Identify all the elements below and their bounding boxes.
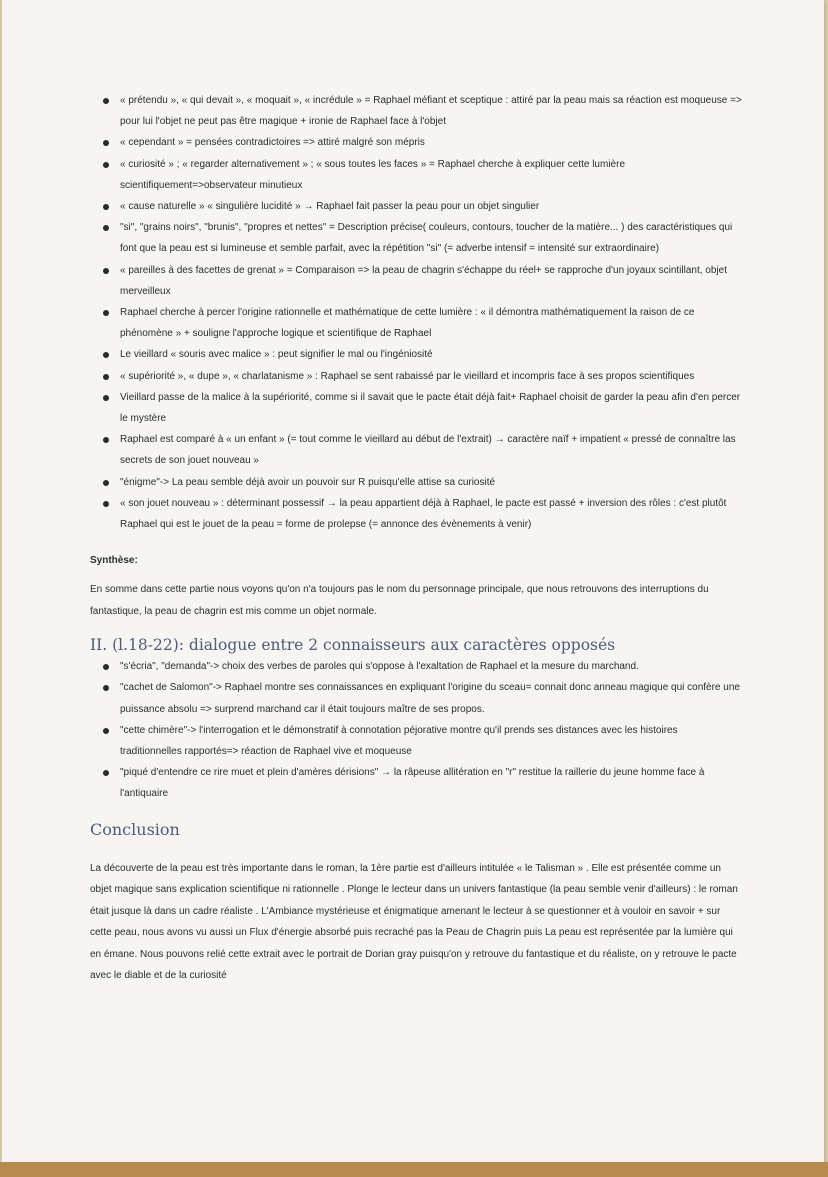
bullet-item: "cette chimère"-> l'interrogation et le démonstratif à connotation péjorative montre qu'il prends ses distances avec les histoires traditionnelles rapportés=> réaction de Raphael vive et moqueuse — [90, 720, 742, 762]
bullet-item: « son jouet nouveau » : déterminant possessif → la peau appartient déjà à Raphael, le pacte est passé + inversion des rôles : c'est plutôt Raphael qui est le jouet de la peau = forme de prolepse (= annonce des évènements à venir) — [90, 493, 742, 535]
bullet-item: « supériorité », « dupe », « charlatanisme » : Raphael se sent rabaissé par le vieillard et incompris face à ses propos scientifiques — [90, 366, 742, 387]
synthesis-title: Synthèse: — [90, 555, 138, 567]
bullet-item: « curiosité » ; « regarder alternativement » ; « sous toutes les faces » = Raphael cherche à expliquer cette lumière scientifiquement=>observateur minutieux — [90, 154, 742, 196]
bullet-item: Raphael est comparé à « un enfant » (= tout comme le vieillard au début de l'extrait) → caractère naïf + impatient « pressé de connaître las secrets de son jouet nouveau » — [90, 429, 742, 471]
bullet-item: « prétendu », « qui devait », « moquait », « incrédule » = Raphael méfiant et sceptique : attiré par la peau mais sa réaction est moqueuse => pour lui l'objet ne peut pas être magique + ironie de Raphael face à l'objet — [90, 90, 742, 132]
document-body — [90, 90, 742, 987]
conclusion-paragraph: La découverte de la peau est très importante dans le roman, la 1ère partie est d'ailleurs intitulée « le Talisman » . Elle est présentée comme un objet magique sans explication scientifique ni rationnelle . Plonge le lecteur dans un univers fantastique (la peau semble venir d'ailleurs) : le roman était jusque là dans un cadre réaliste . L'Ambiance mystérieuse et énigmatique amenant le lecteur à se questionner et à vouloir en savoir + sur cette peau, nous avons vu aussi un Flux d'énergie absorbé puis recraché pas la Peau de Chagrin puis La peau est représentée par la lumière qui en émane. Nous pouvons relié cette extrait avec le portrait de Dorian gray puisqu'on y retrouve du fantastique et du réaliste, on y retrouve le pacte avec le diable et de la curiosité — [90, 862, 738, 982]
analysis-bullet-list — [90, 90, 742, 535]
bullet-item: Vieillard passe de la malice à la supériorité, comme si il savait que le pacte était déjà fait+ Raphael choisit de garder la peau afin d'en percer le mystère — [90, 387, 742, 429]
table-surface — [0, 1162, 828, 1177]
bullet-item: "s'écria", "demanda"-> choix des verbes de paroles qui s'oppose à l'exaltation de Raphael et la mesure du marchand. — [90, 656, 742, 677]
bullet-item: Le vieillard « souris avec malice » : peut signifier le mal ou l'ingéniosité — [90, 344, 742, 365]
bullet-item: « cependant » = pensées contradictoires => attiré malgré son mépris — [90, 132, 742, 153]
section-two-heading: II. (l.18-22): dialogue entre 2 connaisseurs aux caractères opposés — [90, 636, 616, 655]
bullet-item: "cachet de Salomon"-> Raphael montre ses connaissances en expliquant l'origine du sceau= connait donc anneau magique qui confère une puissance absolu => surprend marchand car il était toujours maître de ses propos. — [90, 677, 742, 719]
bullet-item: "piqué d'entendre ce rire muet et plein d'amères dérisions" → la râpeuse allitération en "r" restitue la raillerie du jeune homme face à l'antiquaire — [90, 762, 742, 804]
bullet-item: Raphael cherche à percer l'origine rationnelle et mathématique de cette lumière : « il démontra mathématiquement la raison de ce phénomène » + souligne l'approche logique et scientifique de Raphael — [90, 302, 742, 344]
dialogue-bullet-list — [90, 656, 742, 804]
bullet-item: « cause naturelle » « singulière lucidité » → Raphael fait passer la peau pour un objet singulier — [90, 196, 742, 217]
bullet-item: « pareilles à des facettes de grenat » = Comparaison => la peau de chagrin s'échappe du réel+ se rapproche d'un joyaux scintillant, objet merveilleux — [90, 260, 742, 302]
synthesis-paragraph: En somme dans cette partie nous voyons qu'on n'a toujours pas le nom du personnage principale, que nous retrouvons des interruptions du fantastique, la peau de chagrin est mis comme un objet normale. — [90, 584, 709, 617]
conclusion-heading: Conclusion — [90, 819, 180, 839]
bullet-item: "énigme"-> La peau semble déjà avoir un pouvoir sur R puisqu'elle attise sa curiosité — [90, 472, 742, 493]
bullet-item: "si", "grains noirs", "brunis", "propres et nettes" = Description précise( couleurs, contours, toucher de la matière... ) des caractéristiques qui font que la peau est si lumineuse et semble parfait, avec la répétition "si" (= adverbe intensif = intensité sur extraordinaire) — [90, 217, 742, 259]
